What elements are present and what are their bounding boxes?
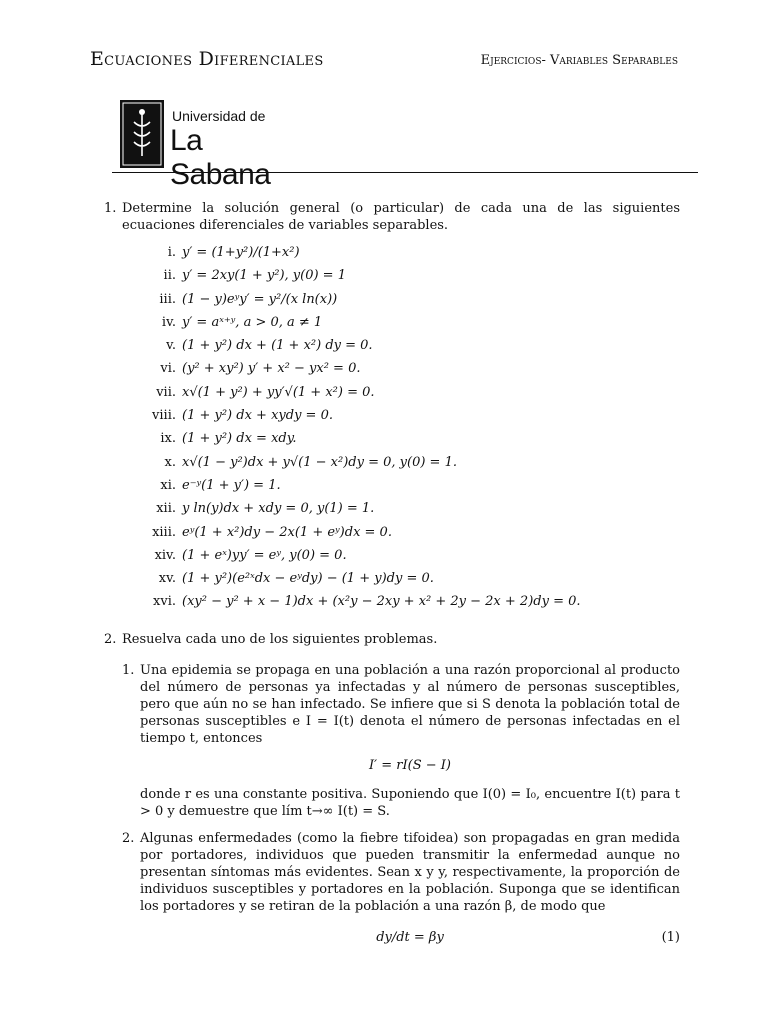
item-equation: x√(1 + y²) + yy′√(1 + x²) = 0. [182, 384, 375, 400]
item-equation: (1 + y²) dx = xdy. [182, 431, 297, 447]
item-equation: (1 + y²) dx + xydy = 0. [182, 408, 333, 424]
item-equation: y ln(y)dx + xdy = 0, y(1) = 1. [182, 501, 375, 517]
list-item [122, 524, 680, 547]
list-item [122, 593, 680, 616]
list-item [122, 570, 680, 593]
list-item [122, 267, 680, 290]
item-number: xiii. [152, 524, 176, 540]
item-equation: (xy² − y² + x − 1)dx + (x²y − 2xy + x² + 2y − 2x + 2)dy = 0. [182, 594, 581, 610]
item-equation: (y² + xy²) y′ + x² − yx² = 0. [182, 361, 361, 377]
problem-text: Algunas enfermedades (como la fiebre tifoidea) son propagadas en gran medida por portadores, individuos que pueden transmitir la enfermedad aunque no presentan síntomas más evidentes. Sean x y y, respectivamente, la proporción de individuos susceptibles y portadores en la población. Suponga que se identifican los portadores y se retiran de la población a una razón β, de modo que [140, 830, 680, 914]
list-item [122, 337, 680, 360]
item-number: v. [166, 338, 176, 354]
list-item [122, 547, 680, 570]
seal-icon [120, 100, 164, 168]
list-item [122, 384, 680, 407]
item-equation: e⁻ʸ(1 + y′) = 1. [182, 477, 281, 493]
item-equation: (1 + eˣ)yy′ = eʸ, y(0) = 0. [182, 547, 347, 563]
item-number: viii. [152, 408, 176, 424]
page-header [90, 48, 678, 72]
list-item [122, 244, 680, 267]
question-text: Resuelva cada uno de los siguientes problemas. [122, 631, 438, 647]
item-equation: y′ = 2xy(1 + y²), y(0) = 1 [182, 268, 346, 284]
item-number: i. [167, 245, 176, 260]
item-number: vi. [160, 361, 176, 377]
item-number: iii. [159, 291, 176, 307]
problem-number: 1. [122, 662, 135, 678]
item-equation: y′ = (1+y²)/(1+x²) [182, 245, 300, 260]
list-item [122, 500, 680, 523]
problem-equation: I′ = rI(S − I) [369, 757, 451, 773]
item-number: ii. [163, 268, 176, 284]
section-title: Ejercicios- Variables Separables [480, 53, 678, 68]
problem-1 [90, 662, 680, 820]
problem-number: 2. [122, 830, 135, 846]
list-item [122, 407, 680, 430]
item-number: xvi. [153, 594, 176, 610]
problem-equation: dy/dt = βy [376, 929, 444, 945]
equation-row [140, 929, 680, 946]
item-number: x. [164, 454, 176, 470]
item-number: vii. [156, 384, 176, 400]
university-logo [120, 100, 290, 191]
item-number: iv. [161, 314, 176, 330]
item-equation: eʸ(1 + x²)dy − 2x(1 + eʸ)dx = 0. [182, 524, 392, 540]
logo-big-text: La Sabana [170, 124, 271, 191]
problem-text: Una epidemia se propaga en una población a una razón proporcional al producto del número de personas ya infectadas y al número de personas susceptibles, pero que aún no se han infectado. Se infiere que si S denota la población total de personas susceptibles e I = I(t) denota el número de personas infectadas en el tiempo t, entonces [140, 662, 680, 746]
logo-small-text: Universidad de [172, 108, 266, 124]
exercise-list [90, 200, 680, 958]
list-item [122, 314, 680, 337]
item-equation: (1 − y)eʸy′ = y²/(x ln(x)) [182, 291, 338, 307]
question-number: 1. [104, 201, 117, 216]
item-number: ix. [160, 431, 176, 447]
item-equation: y′ = aˣ⁺ʸ, a > 0, a ≠ 1 [182, 314, 323, 330]
problem-followup: donde r es una constante positiva. Suponiendo que I(0) = I₀, encuentre I(t) para t > 0 y demuestre que lím t→∞ I(t) = S. [140, 786, 680, 819]
header-rule [112, 172, 698, 173]
question-1 [90, 200, 680, 617]
list-item [122, 360, 680, 383]
list-item [122, 477, 680, 500]
question-text: Determine la solución general (o particular) de cada una de las siguientes ecuaciones diferenciales de variables separables. [122, 201, 680, 233]
course-title: Ecuaciones Diferenciales [90, 48, 324, 70]
problem-2 [90, 830, 680, 946]
item-equation: x√(1 − y²)dx + y√(1 − x²)dy = 0, y(0) = 1. [182, 454, 457, 470]
list-item [122, 291, 680, 314]
question-2 [90, 631, 680, 648]
list-item [122, 454, 680, 477]
equation-number: (1) [661, 929, 680, 945]
list-item [122, 430, 680, 453]
item-number: xv. [158, 571, 176, 587]
question-number: 2. [104, 631, 117, 647]
item-equation: (1 + y²) dx + (1 + x²) dy = 0. [182, 338, 373, 354]
item-number: xii. [156, 501, 176, 517]
item-number: xiv. [154, 547, 176, 563]
item-number: xi. [160, 477, 176, 493]
equation-list [122, 244, 680, 617]
item-equation: (1 + y²)(e²ˣdx − eʸdy) − (1 + y)dy = 0. [182, 571, 434, 587]
